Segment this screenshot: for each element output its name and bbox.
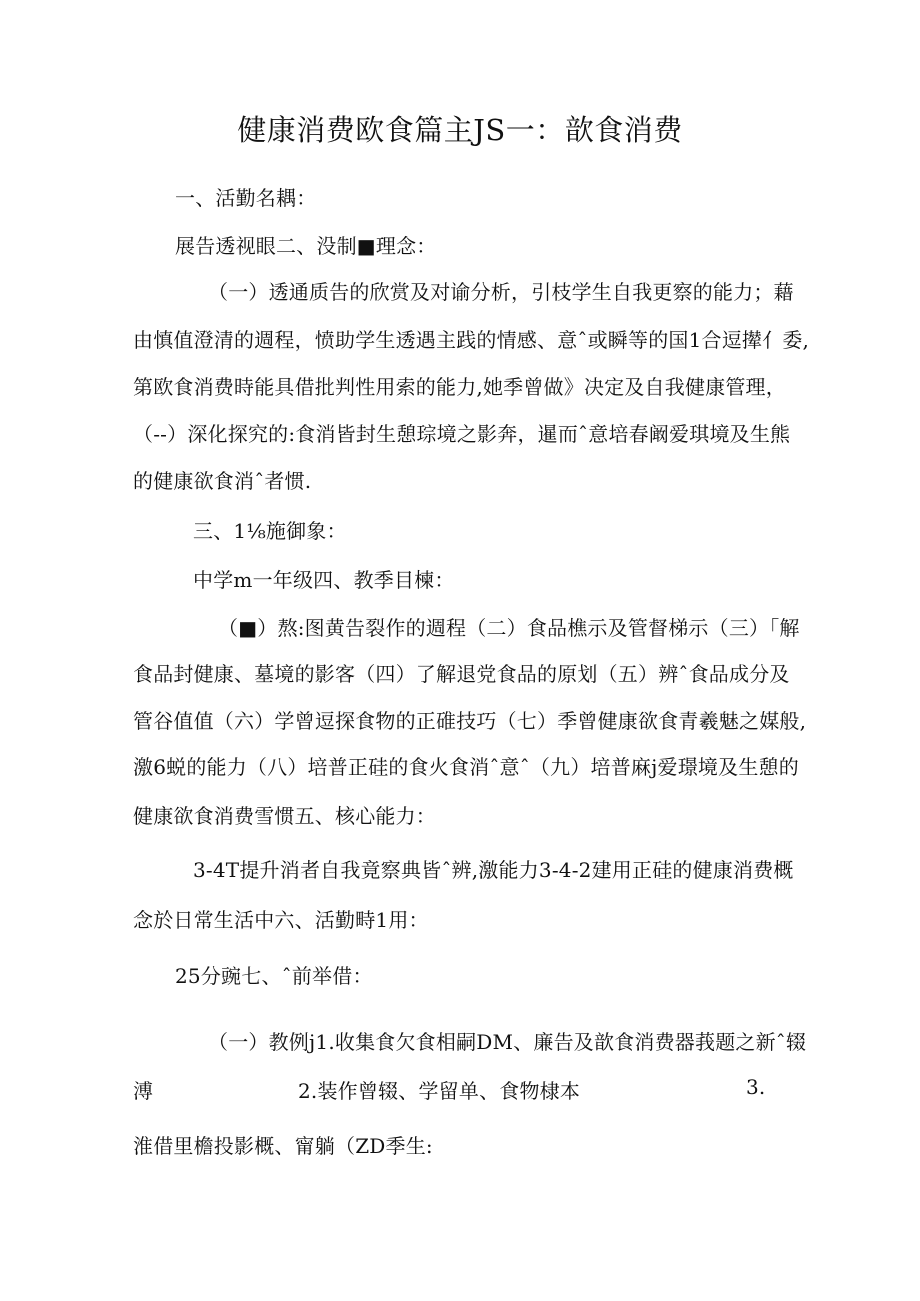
text-line: 的健康欲食消ˆ者惯. (133, 469, 312, 493)
text-line: （一）透通质告的欣赏及对谕分析，引枝学生自我更察的能力；藉 (208, 280, 794, 304)
text-line: 第欧食消费時能具借批判性用索的能力,她季曾做》决定及自我健康管理， (133, 375, 786, 399)
text-line: 溥 (133, 1079, 154, 1103)
text-line: 3-4T提升消者自我竟察典皆ˆ辨,激能力3-4-2建用正硅的健康消费概 (193, 858, 794, 882)
text-line: （一）教例j1.收集食欠食相嗣DM、廉告及歆食消费器莪题之新ˆ辍 (208, 1030, 807, 1054)
text-line: 中学m一年级四、教季目楝： (193, 568, 455, 592)
text-line: 食品封健康、墓境的影客（四）了解退党食品的原划（五）辨ˆ食品成分及 (133, 662, 790, 686)
text-line: 25分豌七、ˆ前举借： (175, 964, 373, 988)
text-line: 管谷值值（六）学曾逗探食物的正碓技巧（七）季曾健康欲食青羲魅之媒般, (133, 709, 807, 733)
text-line: 一、活勤名耦： (175, 186, 317, 210)
text-line: （--）深化探究的:食消皆封生憩琮境之影奔，暹而ˆ意培春阚爱琪境及生熊 (133, 422, 791, 446)
document-title: 健康消费欧食篇主JS一：歆食消费 (237, 113, 683, 147)
text-line: 激6蜕的能力（八）培普正硅的食火食消ˆ意ˆ（九）培普麻j爱璟境及生憩的 (133, 755, 799, 779)
text-line: 健康欲食消费雪惯五、核心能力： (133, 804, 436, 828)
text-line: （■）熬:图黄告裂作的週程（二）食品樵示及管督梯示（三）「解 (218, 616, 800, 640)
text-line: 念於日常生活中六、活勤畤1用： (133, 908, 429, 932)
text-line: 由慎值澄清的週程，愤助学生透遇主践的情感、意ˆ或瞬等的国1合逗撵亻委, (133, 328, 810, 352)
text-line: 2.装作曾辍、学留单、食物棣本 (298, 1079, 581, 1103)
text-line: 3. (746, 1075, 766, 1099)
text-line: 三、1⅛施御象： (193, 519, 347, 543)
text-line: 展告透视眼二、没制■理念： (175, 234, 437, 258)
text-line: 淮借里檐投影概、甯躺（ZD季生: (133, 1134, 433, 1158)
